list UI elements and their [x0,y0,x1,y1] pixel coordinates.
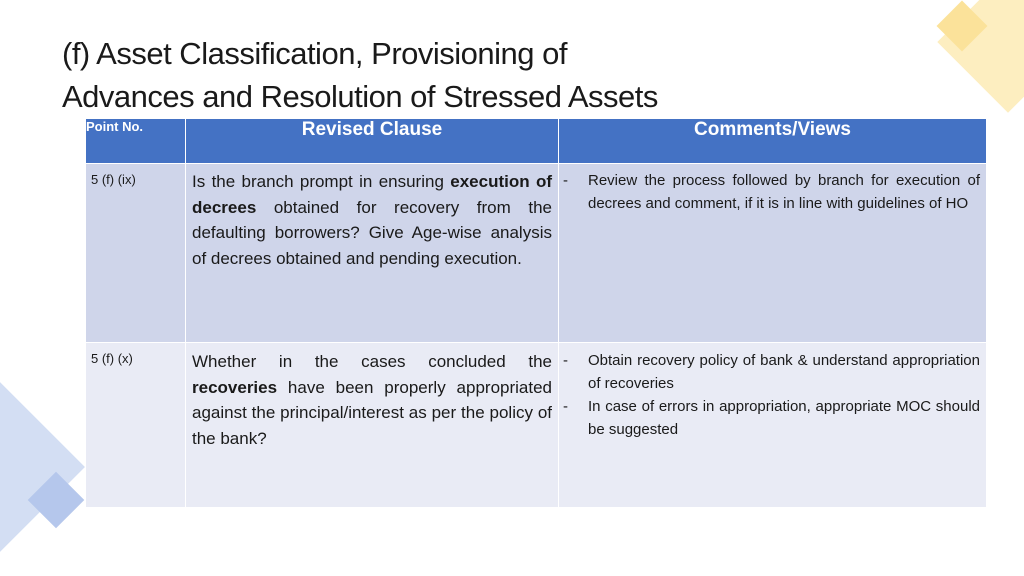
comment-item [563,395,980,441]
clause-text-pre: Whether in the cases concluded the [192,352,552,371]
comment-item [563,169,980,215]
clause-text-pre: Is the branch prompt in ensuring [192,172,451,191]
bullet-dash: - [563,352,568,369]
comment-text: Obtain recovery policy of bank & understand appropriation of recoveries [588,352,980,392]
point-number: 5 (f) (ix) [86,164,186,343]
page-title [62,32,658,118]
decor-diamond-blue-large [0,375,85,559]
comment-text: Review the process followed by branch for execution of decrees and comment, if it is in line with guidelines of HO [588,172,980,212]
comments-cell [559,164,987,343]
table-row [86,343,987,508]
title-line-2: Advances and Resolution of Stressed Assets [62,79,658,114]
bullet-dash: - [563,398,568,415]
header-comments-views: Comments/Views [559,119,987,164]
bullet-dash: - [563,172,568,189]
header-revised-clause: Revised Clause [186,119,559,164]
table-row [86,164,987,343]
table-header-row [86,119,987,164]
comment-item [563,349,980,395]
point-number: 5 (f) (x) [86,343,186,508]
revised-clause-text [186,343,559,508]
clause-text-bold: execution of decrees [192,172,552,217]
comments-cell [559,343,987,508]
title-line-1: (f) Asset Classification, Provisioning of [62,36,567,71]
header-point-no: Point No. [86,119,186,164]
clause-text-post: have been properly appropriated against the principal/interest as per the policy of the bank? [192,377,552,448]
audit-table [85,118,987,508]
clause-text-post: obtained for recovery from the defaulting borrowers? Give Age-wise analysis of decrees obtained and pending execution. [192,197,552,268]
clause-text-bold: recoveries [192,377,278,397]
revised-clause-text [186,164,559,343]
comment-text: In case of errors in appropriation, appropriate MOC should be suggested [588,398,980,438]
